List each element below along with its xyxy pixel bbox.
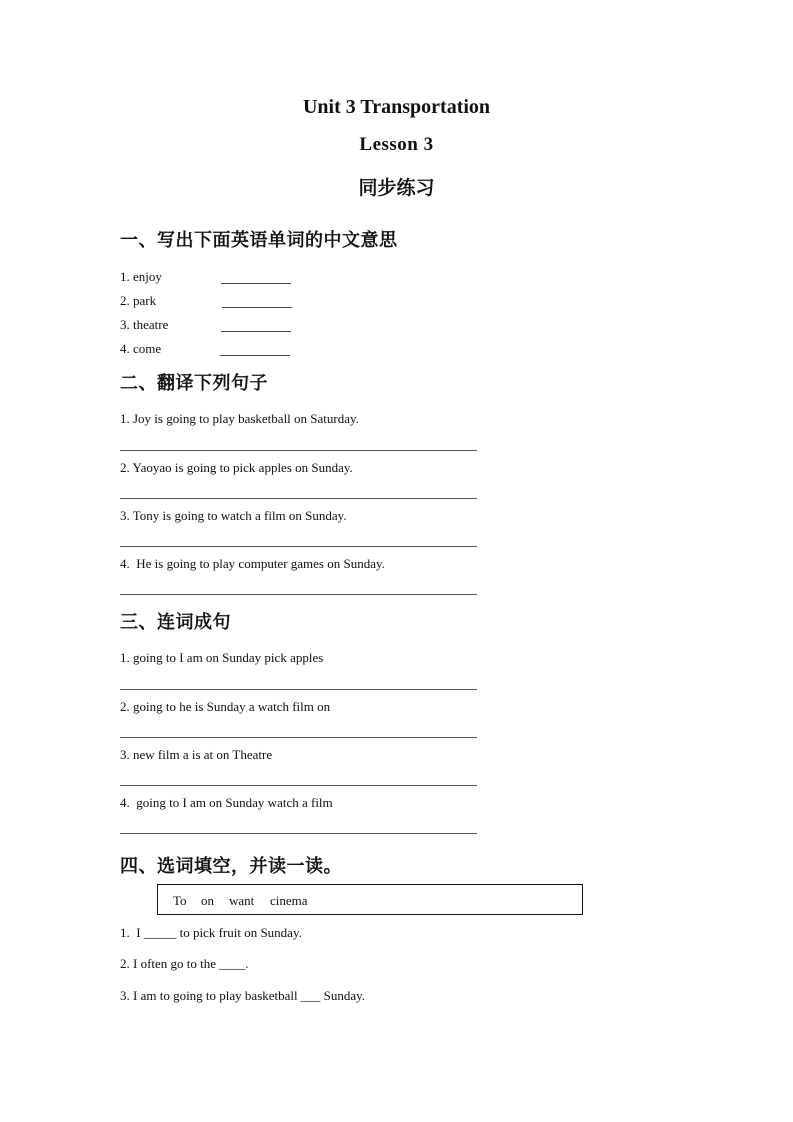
translate-sentence-1: 1. Joy is going to play basketball on Saturday. — [120, 411, 359, 426]
lesson-title: Lesson 3 — [359, 134, 434, 155]
reorder-words-4: 4. going to I am on Sunday watch a film — [120, 795, 333, 810]
translate-sentence-4: 4. He is going to play computer games on Sunday. — [120, 556, 385, 571]
unit-title: Unit 3 Transportation — [302, 96, 491, 118]
vocab-answer-blank-2[interactable] — [222, 307, 292, 308]
reorder-answer-line-4[interactable] — [120, 833, 477, 834]
translate-sentence-3: 3. Tony is going to watch a film on Sunday. — [120, 508, 347, 523]
fill-blank-sentence-2: 2. I often go to the ____. — [120, 956, 249, 971]
vocab-answer-blank-4[interactable] — [220, 355, 290, 356]
word-bank-word: on — [201, 893, 214, 908]
word-bank-word: cinema — [270, 893, 308, 908]
word-bank-word: want — [229, 893, 255, 908]
reorder-words-2: 2. going to he is Sunday a watch film on — [120, 699, 331, 714]
translate-sentence-2: 2. Yaoyao is going to pick apples on Sunday. — [120, 460, 353, 475]
word-bank-box — [157, 884, 583, 915]
word-bank-word: To — [173, 893, 187, 908]
translate-answer-line-3[interactable] — [120, 546, 477, 547]
section-1-heading: 一、写出下面英语单词的中文意思 — [120, 230, 398, 251]
reorder-answer-line-1[interactable] — [120, 689, 477, 690]
fill-blank-sentence-1: 1. I _____ to pick fruit on Sunday. — [120, 925, 302, 940]
vocab-item-park: 2. park — [120, 293, 157, 308]
reorder-words-3: 3. new film a is at on Theatre — [120, 747, 273, 762]
section-2-heading: 二、翻译下列句子 — [120, 373, 268, 394]
vocab-item-enjoy: 1. enjoy — [120, 269, 162, 284]
vocab-answer-blank-1[interactable] — [221, 283, 291, 284]
vocab-item-come: 4. come — [120, 341, 162, 356]
fill-blank-sentence-3: 3. I am to going to play basketball ___ Sunday. — [120, 988, 366, 1003]
translate-answer-line-1[interactable] — [120, 450, 477, 451]
reorder-answer-line-2[interactable] — [120, 737, 477, 738]
vocab-answer-blank-3[interactable] — [221, 331, 291, 332]
section-4-heading: 四、选词填空，并读一读。 — [120, 856, 342, 877]
translate-answer-line-2[interactable] — [120, 498, 477, 499]
section-3-heading: 三、连词成句 — [120, 612, 231, 633]
reorder-answer-line-3[interactable] — [120, 785, 477, 786]
vocab-item-theatre: 3. theatre — [120, 317, 169, 332]
reorder-words-1: 1. going to I am on Sunday pick apples — [120, 650, 324, 665]
translate-answer-line-4[interactable] — [120, 594, 477, 595]
worksheet-subtitle: 同步练习 — [358, 177, 435, 199]
